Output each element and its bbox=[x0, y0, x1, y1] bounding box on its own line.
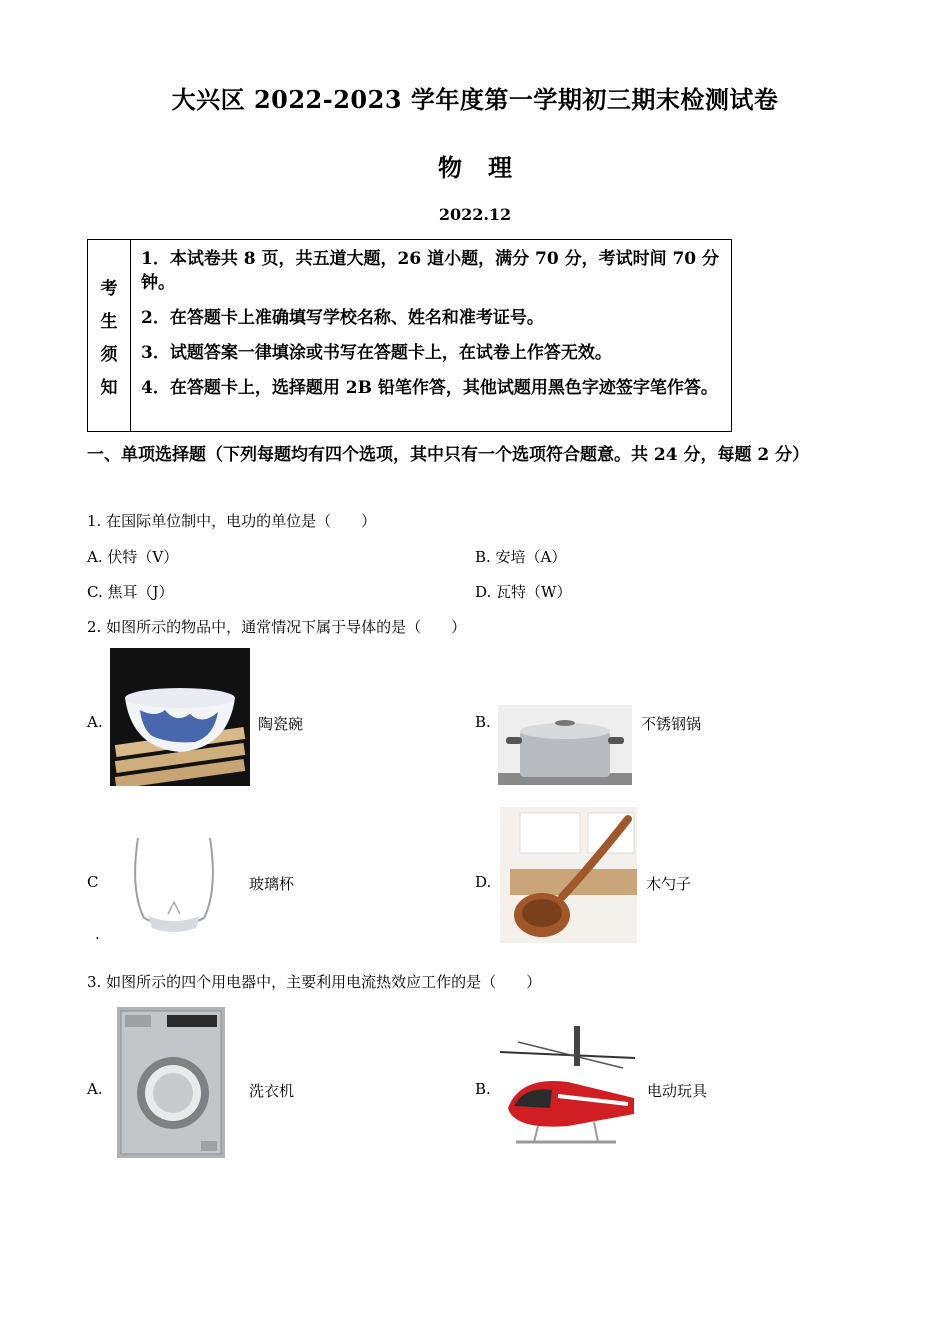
toy-helicopter-image bbox=[498, 1022, 637, 1162]
washing-machine-image bbox=[117, 1007, 225, 1158]
q3-caption-b: 电动玩具 bbox=[647, 1082, 708, 1100]
q2-letter-b: B. bbox=[475, 713, 491, 731]
ceramic-bowl-image bbox=[110, 648, 250, 786]
q2-caption-c: 玻璃杯 bbox=[249, 875, 295, 893]
q3-letter-b: B. bbox=[475, 1080, 491, 1098]
q2-caption-d: 木勺子 bbox=[646, 875, 692, 893]
q1-option-d: D. 瓦特（W） bbox=[475, 583, 572, 601]
q1-option-a: A. 伏特（V） bbox=[87, 548, 179, 566]
notice-label bbox=[88, 240, 131, 431]
steel-pot-image bbox=[498, 705, 632, 785]
exam-title: 大兴区 2022-2023 学年度第一学期初三期末检测试卷 bbox=[171, 85, 779, 114]
subject-title: 物理 bbox=[438, 153, 538, 182]
question-2-stem: 2. 如图所示的物品中，通常情况下属于导体的是（ ） bbox=[87, 618, 467, 636]
q3-caption-a: 洗衣机 bbox=[249, 1082, 295, 1100]
q3-letter-a: A. bbox=[87, 1080, 103, 1098]
notice-item: 4．在答题卡上，选择题用 2B 铅笔作答，其他试题用黑色字迹签字笔作答。 bbox=[141, 378, 718, 398]
notice-item: 1．本试卷共 8 页，共五道大题，26 道小题，满分 70 分，考试时间 70 分钟。 bbox=[141, 249, 720, 293]
question-3-stem: 3. 如图所示的四个用电器中，主要利用电流热效应工作的是（ ） bbox=[87, 973, 542, 991]
stray-mark: . bbox=[95, 925, 100, 943]
q2-caption-b: 不锈钢锅 bbox=[641, 715, 702, 733]
q2-letter-a: A. bbox=[87, 713, 103, 731]
notice-items bbox=[141, 247, 723, 411]
notice-label-char: 知 bbox=[100, 377, 118, 398]
q2-caption-a: 陶瓷碗 bbox=[258, 715, 304, 733]
candidate-notice-box bbox=[87, 239, 732, 432]
notice-label-char: 生 bbox=[100, 311, 118, 332]
q1-option-c: C. 焦耳（J） bbox=[87, 583, 174, 601]
notice-label-char: 考 bbox=[100, 278, 118, 299]
notice-label-char: 须 bbox=[100, 344, 118, 365]
question-1-stem: 1. 在国际单位制中，电功的单位是（ ） bbox=[87, 512, 377, 530]
q2-letter-d: D. bbox=[475, 873, 492, 891]
q1-option-b: B. 安培（A） bbox=[475, 548, 567, 566]
notice-item: 2．在答题卡上准确填写学校名称、姓名和准考证号。 bbox=[141, 308, 544, 328]
exam-date: 2022.12 bbox=[438, 205, 512, 224]
notice-item: 3．试题答案一律填涂或书写在答题卡上，在试卷上作答无效。 bbox=[141, 343, 612, 363]
glass-cup-image bbox=[124, 830, 224, 938]
wooden-spoon-image bbox=[500, 807, 637, 943]
section-heading: 一、单项选择题（下列每题均有四个选项，其中只有一个选项符合题意。共 24 分，每题 2 分） bbox=[87, 445, 810, 465]
q2-letter-c: C bbox=[87, 873, 99, 891]
